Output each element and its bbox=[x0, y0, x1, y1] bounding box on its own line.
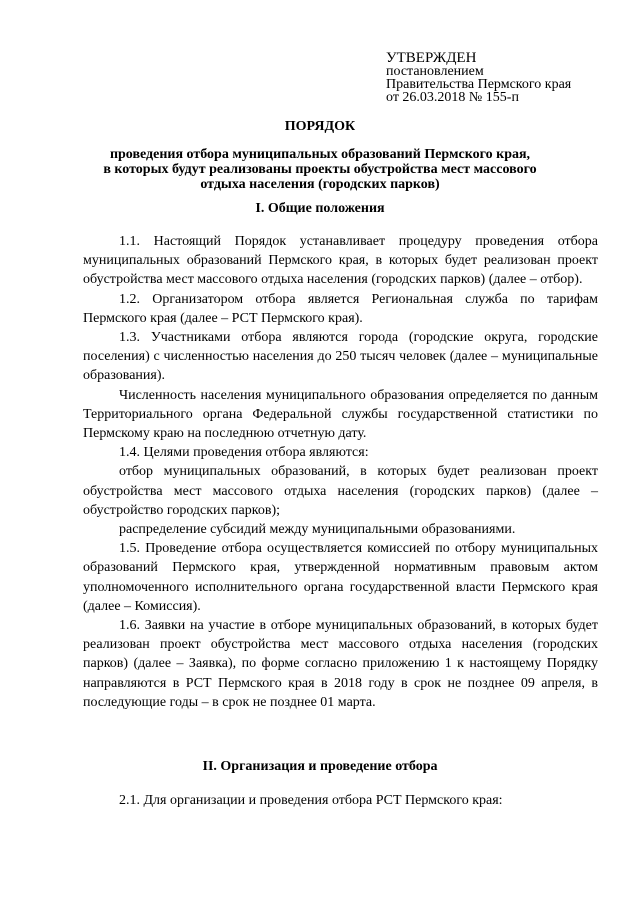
approval-line: постановлением bbox=[386, 64, 484, 79]
section-heading-1: I. Общие положения bbox=[255, 201, 385, 216]
paragraph: 1.5. Проведение отбора осуществляется комиссией по отбору муниципальных образований Пермского края, утвержденной нормативным правовым актом уполномоченного исполнительного органа государственной власти Пермского края (далее – Комиссия). bbox=[83, 541, 598, 614]
paragraph: 1.1. Настоящий Порядок устанавливает процедуру проведения отбора муниципальных образований Пермского края, в которых будет реализован проект обустройства мест массового отдыха населения (городских парков) (далее – отбор). bbox=[83, 234, 598, 288]
document-body bbox=[83, 232, 598, 712]
approval-heading: УТВЕРЖДЕН bbox=[386, 50, 477, 66]
paragraph: 1.2. Организатором отбора является Региональная служба по тарифам Пермского края (далее – РСТ Пермского края). bbox=[83, 291, 598, 326]
paragraph: распределение субсидий между муниципальными образованиями. bbox=[119, 522, 516, 538]
paragraph: Численность населения муниципального образования определяется по данным Территориального органа Федеральной службы государственной статистики по Пермскому краю на последнюю отчетную дату. bbox=[83, 387, 598, 442]
title-subtitle: в которых будут реализованы проекты обустройства мест массового bbox=[103, 162, 537, 177]
paragraph: 1.3. Участниками отбора являются города (городские округа, городские поселения) с численностью населения до 250 тысяч человек (далее – муниципальные образования). bbox=[83, 330, 598, 384]
title-subtitle: проведения отбора муниципальных образований Пермского края, bbox=[109, 147, 531, 162]
approval-line: Правительства Пермского края bbox=[386, 77, 572, 92]
title-main: ПОРЯДОК bbox=[284, 119, 356, 134]
document-title bbox=[60, 119, 580, 192]
approval-stamp bbox=[386, 52, 571, 104]
title-subtitle: отдыха населения (городских парков) bbox=[200, 177, 440, 192]
paragraph: 2.1. Для организации и проведения отбора РСТ Пермского края: bbox=[119, 793, 503, 808]
paragraph: 1.4. Целями проведения отбора являются: bbox=[119, 445, 369, 461]
section-heading-2: II. Организация и проведение отбора bbox=[202, 759, 438, 774]
paragraph: 1.6. Заявки на участие в отборе муниципальных образований, в которых будет реализован проект обустройства мест массового отдыха населения (городских парков) (далее – Заявка), по форме согласно приложению 1 к настоящему Порядку направляются в РСТ Пермского края в 2018 году в срок не позднее 09 апреля, в последующие годы – в срок не позднее 01 марта. bbox=[83, 618, 598, 710]
paragraph: отбор муниципальных образований, в которых будет реализован проект обустройства мест массового отдыха населения (городских парков) (далее – обустройство городских парков); bbox=[83, 464, 598, 518]
approval-line: от 26.03.2018 № 155-п bbox=[386, 90, 519, 105]
